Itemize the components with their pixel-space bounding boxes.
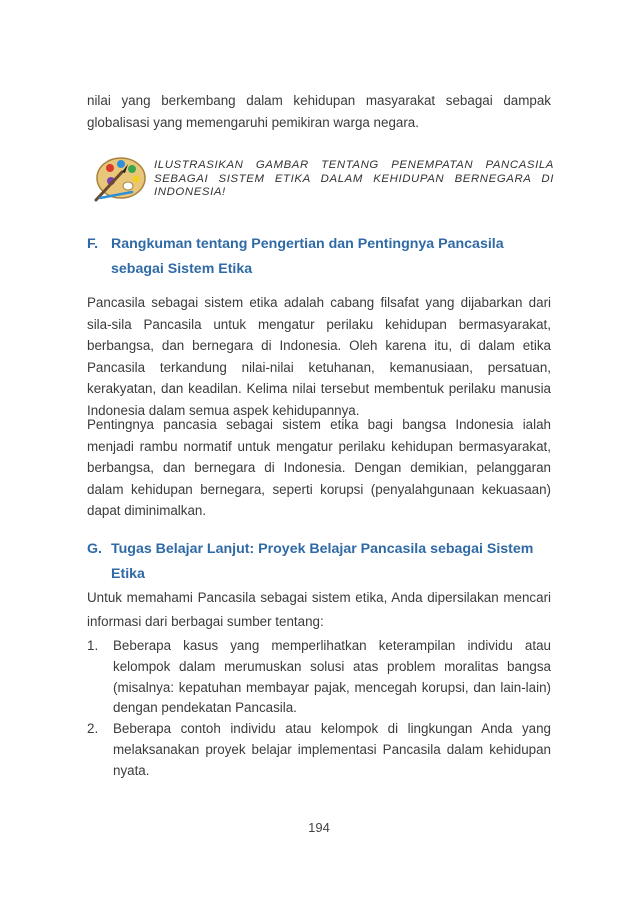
activity-instruction: ILUSTRASIKAN GAMBAR TENTANG PENEMPATAN PANCASILA SEBAGAI SISTEM ETIKA DALAM KEHIDUPAN BERNEGARA DI INDONESIA! — [154, 159, 554, 198]
section-g-intro: Untuk memahami Pancasila sebagai sistem etika, Anda dipersilakan mencari informasi dari berbagai sumber tentang: — [87, 590, 551, 629]
list-item-number: 2. — [87, 721, 99, 737]
palette-icon — [92, 152, 146, 204]
task-list — [87, 636, 551, 782]
section-g-letter: G. — [87, 541, 102, 557]
section-f-letter: F. — [87, 236, 99, 252]
list-item-text: Beberapa contoh individu atau kelompok di lingkungan Anda yang melaksanakan proyek belajar implementasi Pancasila dalam kehidupan nyata. — [113, 721, 551, 778]
list-item-number: 1. — [87, 638, 99, 653]
list-item-text: Beberapa kasus yang memperlihatkan keterampilan individu atau kelompok dalam merumuskan solusi atas problem moralitas bangsa (misalnya: kepatuhan membayar pajak, mencegah korupsi, dan lain-lain) dengan pendekatan Pancasila. — [113, 638, 551, 716]
section-g-heading — [87, 537, 557, 587]
list-item — [87, 636, 551, 719]
section-f-heading — [87, 232, 557, 282]
page-number: 194 — [308, 820, 330, 835]
list-item — [87, 719, 551, 781]
activity-box — [92, 148, 552, 208]
section-f-title: Rangkuman tentang Pengertian dan Pentingnya Pancasila sebagai Sistem Etika — [111, 236, 504, 277]
section-f-paragraph-1: Pancasila sebagai sistem etika adalah cabang filsafat yang dijabarkan dari sila-sila Pancasila untuk mengatur perilaku kehidupan bermasyarakat, berbangsa, dan bernegara di Indonesia. Oleh karena itu, di dalam etika Pancasila terkandung nilai-nilai ketuhanan, kemanusiaan, persatuan, kerakyatan, dan keadilan. Kelima nilai tersebut membentuk perilaku manusia Indonesia dalam semua aspek kehidupannya. — [87, 295, 551, 418]
section-f-paragraph-2: Pentingnya pancasia sebagai sistem etika bagi bangsa Indonesia ialah menjadi rambu normatif untuk mengatur perilaku kehidupan bermasyarakat, berbangsa, dan bernegara di Indonesia. Dengan demikian, pelanggaran dalam kehidupan bernegara, seperti korupsi (penyalahgunaan kekuasaan) dapat diminimalkan. — [87, 417, 551, 518]
section-g-title: Tugas Belajar Lanjut: Proyek Belajar Pancasila sebagai Sistem Etika — [111, 541, 534, 582]
intro-paragraph: nilai yang berkembang dalam kehidupan masyarakat sebagai dampak globalisasi yang memengaruhi pemikiran warga negara. — [87, 93, 551, 130]
